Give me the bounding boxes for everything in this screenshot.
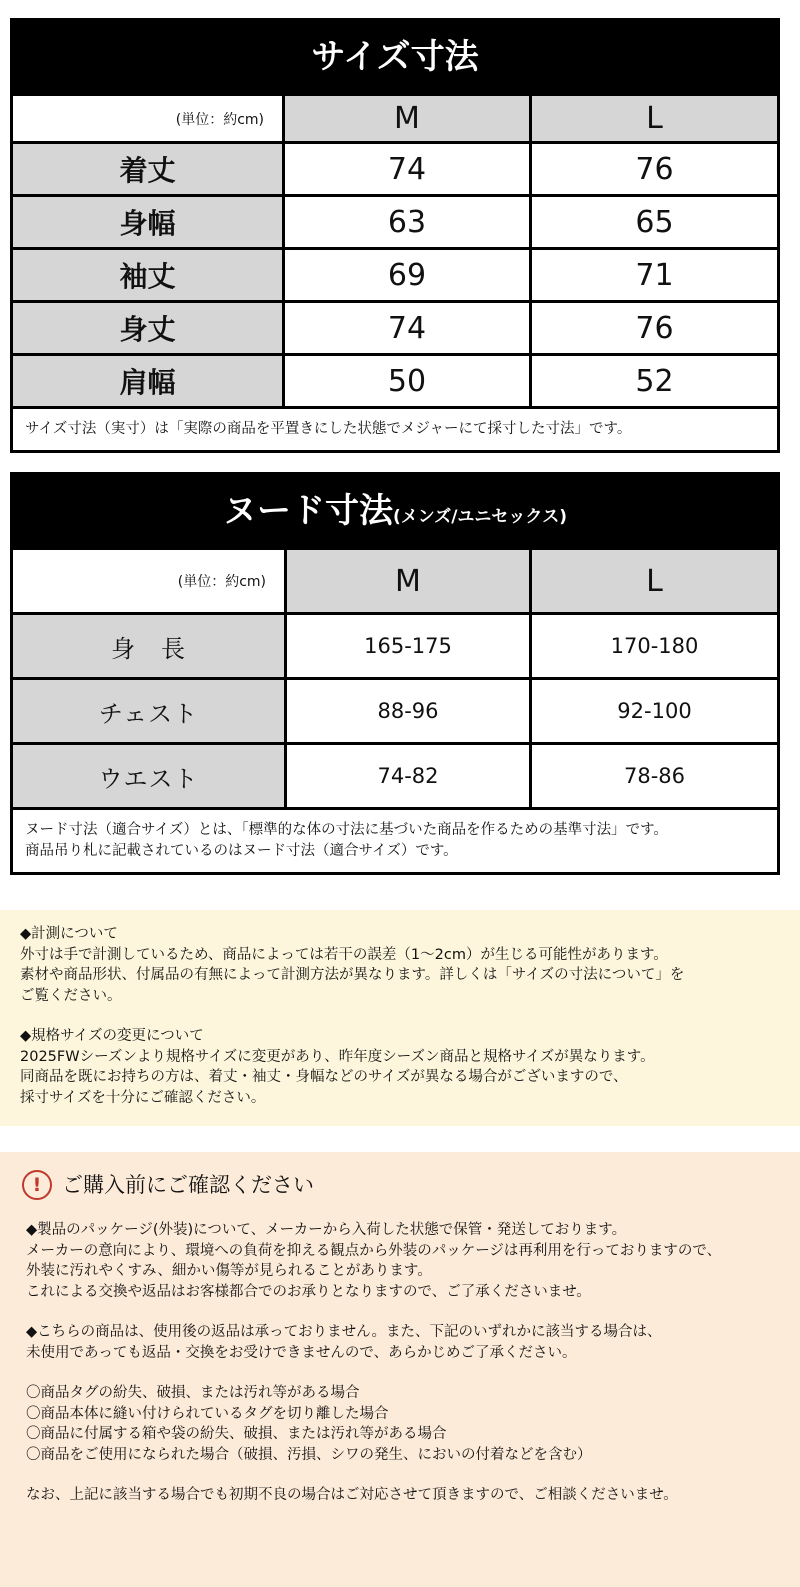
return-policy: ◆こちらの商品は、使用後の返品は承っておりません。また、下記のいずれかに該当する場合は、 未使用であっても返品・交換をお受けできませんので、あらかじめご了承ください。 — [26, 1324, 662, 1361]
table-row — [13, 141, 777, 194]
table-row — [13, 247, 777, 300]
size-change-heading: ◆規格サイズの変更について — [20, 1028, 204, 1044]
value-cell: 170-180 — [532, 612, 777, 677]
table-row — [13, 353, 777, 406]
table-row — [13, 612, 777, 677]
value-cell: 165-175 — [287, 612, 532, 677]
value-cell: 63 — [285, 194, 532, 247]
row-label: 肩幅 — [13, 353, 285, 406]
value-cell: 74 — [285, 141, 532, 194]
list-item: 〇商品をご使用になられた場合（破損、汚損、シワの発生、においの付着などを含む） — [26, 1446, 592, 1463]
defect-notice: なお、上記に該当する場合でも初期不良の場合はご対応させて頂きますので、ご相談くださいませ。 — [26, 1487, 678, 1503]
row-label: 袖丈 — [13, 247, 285, 300]
unit-label: (単位：約cm) — [13, 93, 285, 141]
table-row — [13, 677, 777, 742]
measure-text: 外寸は手で計測しているため、商品によっては若干の誤差（1〜2cm）が生じる可能性があります。 素材や商品形状、付属品の有無によって計測方法が異なります。詳しくは「サイズの寸法について」を ご覧ください。 — [20, 946, 685, 1004]
column-header-l: L — [532, 547, 777, 612]
row-label: 身丈 — [13, 300, 285, 353]
unit-label: (単位：約cm) — [13, 547, 287, 612]
value-cell: 65 — [532, 194, 777, 247]
nude-table-note — [13, 807, 777, 872]
row-label: チェスト — [13, 677, 287, 742]
nude-note-line: ヌード寸法（適合サイズ）とは、「標準的な体の寸法に基づいた商品を作るための基準寸法」です。 — [25, 822, 668, 838]
list-item: 〇商品本体に縫い付けられているタグを切り離した場合 — [26, 1405, 389, 1422]
purchase-notice — [0, 1152, 800, 1587]
notice-title: ご購入前にご確認ください — [62, 1172, 314, 1197]
value-cell: 78-86 — [532, 742, 777, 807]
measure-heading: ◆計測について — [20, 926, 118, 942]
column-header-m: M — [287, 547, 532, 612]
size-table-note: サイズ寸法（実寸）は「実際の商品を平置きにした状態でメジャーにて採寸した寸法」です。 — [13, 406, 777, 450]
nude-table-title — [13, 475, 777, 547]
column-header-m: M — [285, 93, 532, 141]
nude-note-line: 商品吊り札に記載されているのはヌード寸法（適合サイズ）です。 — [25, 843, 458, 859]
notice-title-row — [20, 1170, 780, 1200]
value-cell: 69 — [285, 247, 532, 300]
table-row — [13, 300, 777, 353]
size-table-title: サイズ寸法 — [13, 21, 777, 93]
table-row — [13, 742, 777, 807]
row-label: ウエスト — [13, 742, 287, 807]
nude-size-table — [10, 472, 780, 875]
list-item: 〇商品に付属する箱や袋の紛失、破損、または汚れ等がある場合 — [26, 1426, 447, 1442]
value-cell: 92-100 — [532, 677, 777, 742]
row-label: 身 長 — [13, 612, 287, 677]
measurement-notes — [0, 910, 800, 1126]
value-cell: 74 — [285, 300, 532, 353]
nude-table-subtitle: (メンズ/ユニセックス) — [392, 507, 568, 527]
row-label: 着丈 — [13, 141, 285, 194]
table-row — [13, 194, 777, 247]
column-header-l: L — [532, 93, 777, 141]
exclamation-icon: ! — [22, 1170, 52, 1200]
nude-table-title-text: ヌード寸法 — [222, 491, 393, 531]
value-cell: 76 — [532, 141, 777, 194]
list-item: 〇商品タグの紛失、破損、または汚れ等がある場合 — [26, 1385, 360, 1401]
size-table — [10, 18, 780, 453]
size-change-text: 2025FWシーズンより規格サイズに変更があり、昨年度シーズン商品と規格サイズが異なります。 同商品を既にお持ちの方は、着丈・袖丈・身幅などのサイズが異なる場合がございますので、 採寸サイズを十分にご確認ください。 — [20, 1048, 655, 1106]
value-cell: 74-82 — [287, 742, 532, 807]
value-cell: 52 — [532, 353, 777, 406]
value-cell: 76 — [532, 300, 777, 353]
package-notice: ◆製品のパッケージ(外装)について、メーカーから入荷した状態で保管・発送しております。 メーカーの意向により、環境への負荷を抑える観点から外装のパッケージは再利用を行っておりますので、 外装に汚れやくすみ、細かい傷等が見られることがあります。 これによる交換や返品はお客様都合でのお承りとなりますので、ご了承くださいませ。 — [26, 1222, 722, 1300]
value-cell: 71 — [532, 247, 777, 300]
value-cell: 50 — [285, 353, 532, 406]
row-label: 身幅 — [13, 194, 285, 247]
value-cell: 88-96 — [287, 677, 532, 742]
